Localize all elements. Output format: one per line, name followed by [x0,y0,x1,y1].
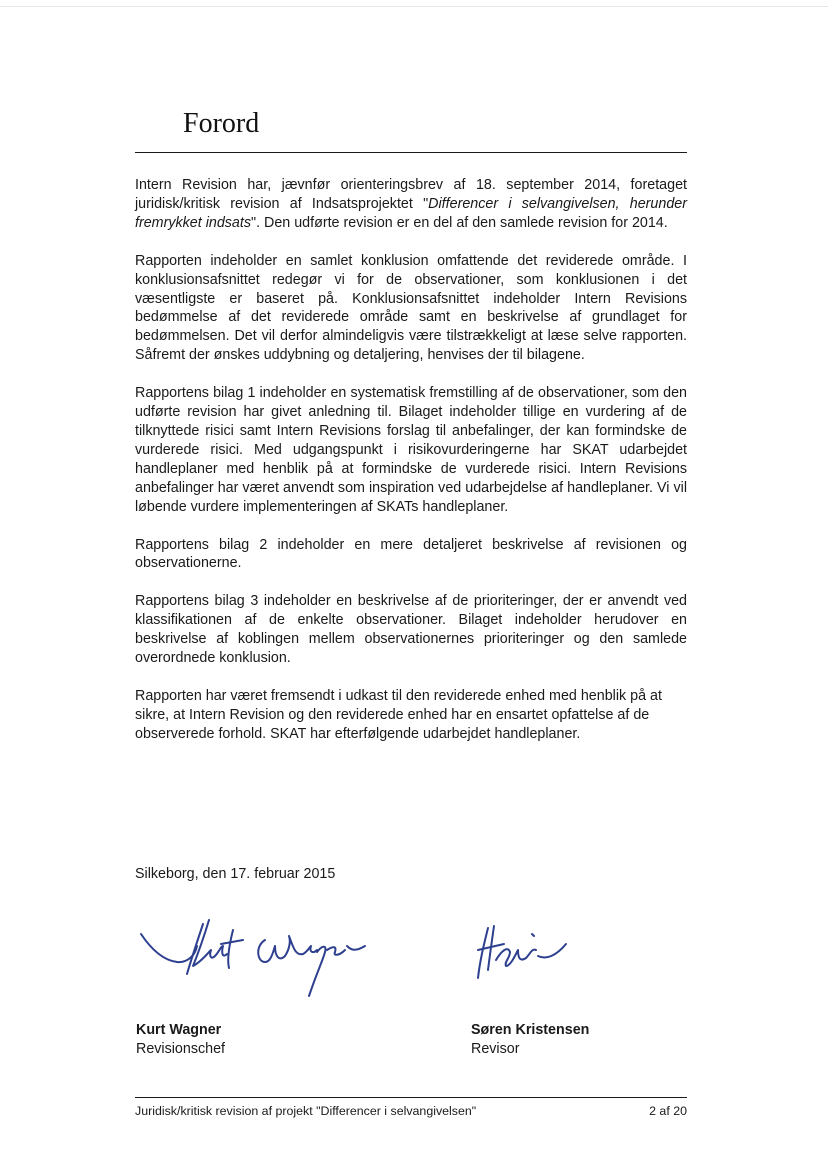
paragraph-1 [135,176,687,233]
signature-soren-kristensen [474,920,574,990]
signatory-2 [471,1021,589,1059]
project-name: Differencer i selvangivelsen, herunder fremrykket indsats [135,195,687,231]
paragraph-1-end: ". Den udførte revision er en del af den samlede revision for 2014. [251,214,668,231]
paragraph-2: Rapporten indeholder en samlet konklusion omfattende det reviderede område. I konklusionsafsnittet redegør vi for de observationer, som konklusionen i det væsentligste er baseret på. Konklusionsafsnittet indeholder Intern Revisions bedømmelse af det reviderede område samt en beskrivelse af grundlaget for bedømmelsen. Det vil derfor almindeligvis være tilstrækkeligt at læse selve rapporten. Såfremt der ønskes uddybning og detaljering, henvises der til bilagene. [135,252,687,364]
paragraph-1-intro: Intern Revision har, jævnfør orienteringsbrev af 18. september 2014, foretaget juridisk/kritisk revision af Indsatsprojektet " [135,177,687,212]
paragraph-6: Rapporten har været fremsendt i udkast til den reviderede enhed med henblik på at sikre, at Intern Revision og den reviderede enhed har en ensartet opfattelse af de observerede forhold. SKAT har efterfølgende udarbejdet handleplaner. [135,687,662,742]
page-top-edge [0,6,828,7]
paragraph-4: Rapportens bilag 2 indeholder en mere detaljeret beskrivelse af revisionen og observationerne. [135,536,687,572]
signatory-1 [136,1021,225,1059]
page-title: Forord [183,108,260,139]
footer-report-title: Juridisk/kritisk revision af projekt "Differencer i selvangivelsen" [135,1104,477,1118]
signatory-1-role: Revisionschef [136,1041,225,1057]
paragraph-5: Rapportens bilag 3 indeholder en beskrivelse af de prioriteringer, der er anvendt ved klassifikationen af de enkelte observationer. Bilaget indeholder herudover en beskrivelse af koblingen mellem observationernes prioriteringer og den samlede overordnede konklusion. [135,593,687,667]
title-divider [135,152,687,153]
signature-kurt-wagner [137,916,377,1006]
paragraph-3: Rapportens bilag 1 indeholder en systematisk fremstilling af de observationer, som den udførte revision har givet anledning til. Bilaget indeholder tillige en vurdering af de tilknyttede risici samt Intern Revisions forslag til anbefalinger, der kan formindske de vurderede risici. Med udgangspunkt i risikovurderingerne har SKAT udarbejdet handleplaner med henblik på at formindske de vurderede risici. Intern Revisions anbefalinger har været anvendt som inspiration ved udarbejdelse af handleplaner. Vi vil løbende vurdere implementeringen af SKATs handleplaner. [135,385,687,515]
signatory-1-name: Kurt Wagner [136,1022,222,1038]
body-text [135,176,687,763]
footer-divider [135,1097,687,1098]
page-number: 2 af 20 [649,1104,687,1118]
page-footer [135,1104,687,1118]
signatory-2-name: Søren Kristensen [471,1022,590,1038]
signatory-2-role: Revisor [471,1041,520,1057]
place-date: Silkeborg, den 17. februar 2015 [135,866,336,882]
